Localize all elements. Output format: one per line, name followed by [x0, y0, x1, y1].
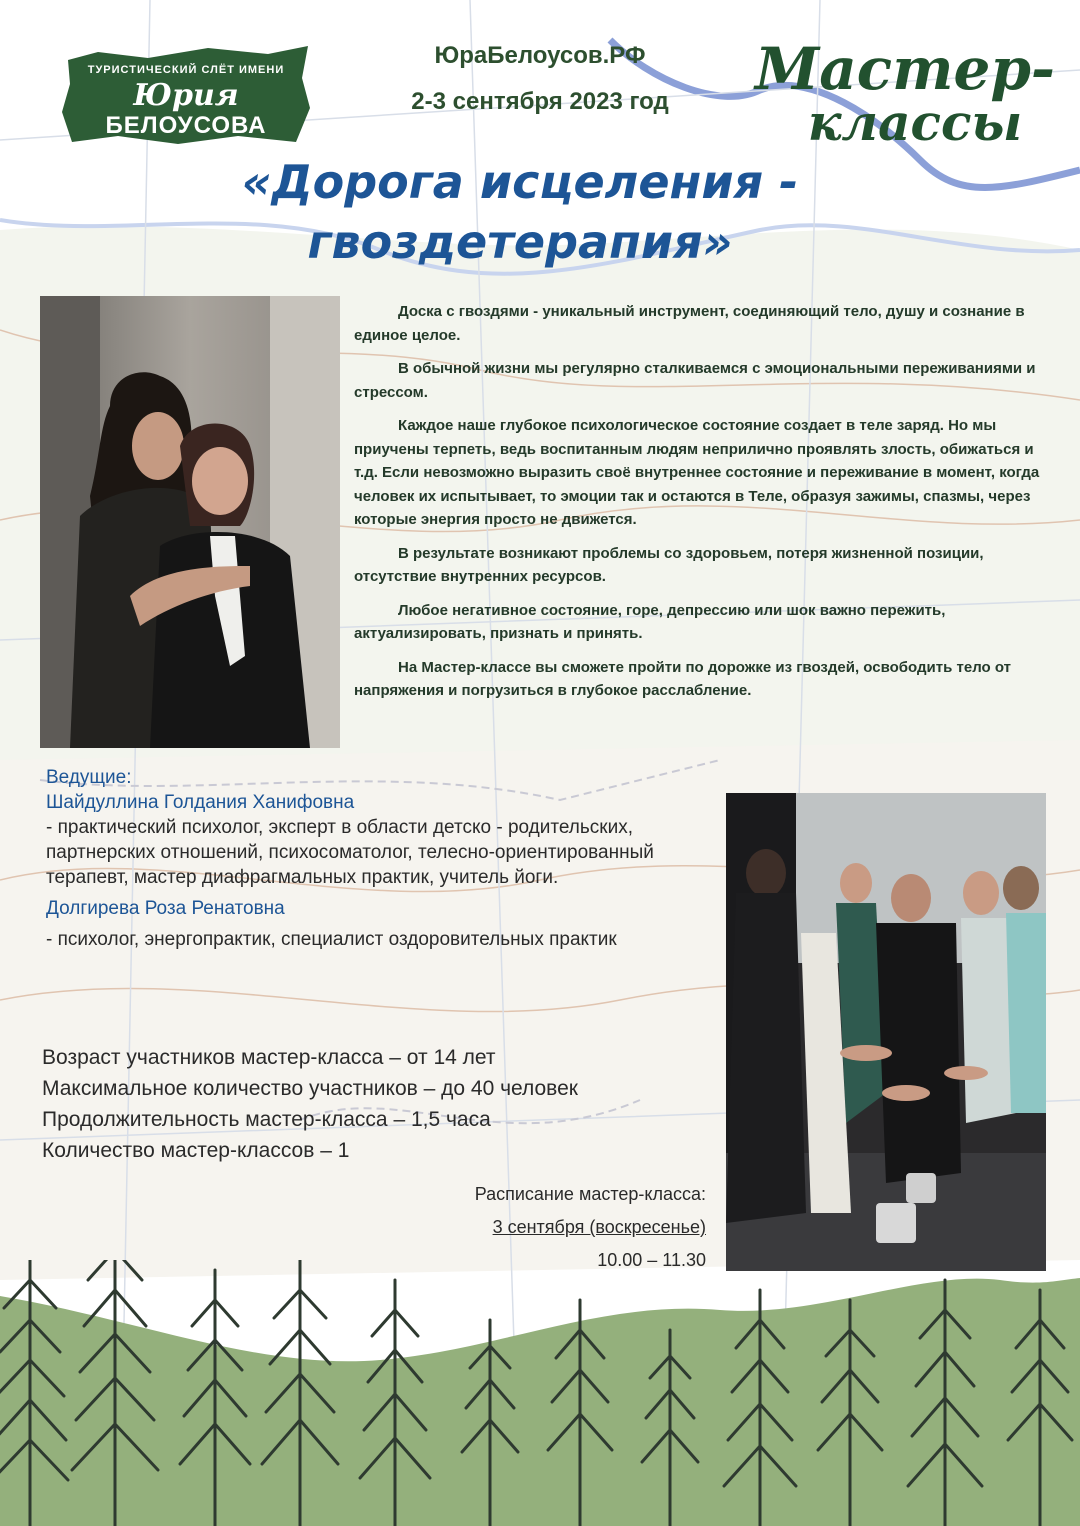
description-paragraph: В результате возникают проблемы со здоровьем, потеря жизненной позиции, отсутствие внутренних ресурсов. [354, 544, 984, 585]
description-paragraph: Каждое наше глубокое психологическое состояние создает в теле заряд. Но мы приучены терпеть, ведь воспитанным людям неприлично проявлять злость, обижаться и т.д. Если невозможно выразить своё внутреннее состояние и переживание в момент, когда человек их испытывает, то эмоции так и остаются в Теле, образуя зажимы, спазмы, через которые энергия просто не движется. [354, 417, 1040, 528]
schedule-label: Расписание мастер-класса: [474, 1184, 706, 1204]
photo-hosts [40, 296, 340, 748]
forest-illustration [0, 1260, 1080, 1526]
leader2-name: Долгирева Роза Ренатовна [46, 898, 285, 919]
description-paragraph: Доска с гвоздями - уникальный инструмент, соединяющий тело, душу и сознание в единое целое. [354, 303, 1025, 344]
photo-practice [726, 793, 1046, 1271]
facts-list [42, 1042, 722, 1166]
logo-line3: БЕЛОУСОВА [105, 112, 267, 139]
event-date: 2-3 сентября 2023 год [411, 88, 669, 115]
slet-logo [58, 38, 314, 150]
logo-line1: ТУРИСТИЧЕСКИЙ СЛЁТ ИМЕНИ [87, 64, 285, 76]
description-paragraph: Любое негативное состояние, горе, депрессию или шок важно пережить, актуализировать, признать и принять. [354, 601, 946, 642]
schedule-day: 3 сентября (воскресенье) [492, 1217, 706, 1237]
mk-logo-line2: классы [807, 93, 1023, 152]
mk-logo-line1: Мастер- [755, 35, 1055, 103]
fact-item: Продолжительность мастер-класса – 1,5 часа [42, 1108, 491, 1131]
leader2-description: - психолог, энергопрактик, специалист оздоровительных практик [46, 929, 617, 950]
title-line2: гвоздетерапия» [307, 215, 733, 269]
description-paragraph: На Мастер-классе вы сможете пройти по дорожке из гвоздей, освободить тело от напряжения и погрузиться в глубокое расслабление. [354, 658, 1011, 699]
schedule-time: 10.00 – 11.30 [597, 1250, 706, 1270]
leaders-section [46, 765, 706, 952]
title-line1: «Дорога исцеления - [241, 155, 799, 209]
page-title [140, 152, 900, 272]
fact-item: Максимальное количество участников – до 40 человек [42, 1077, 578, 1100]
logo-line2: Юрия [133, 78, 239, 113]
site-name: ЮраБелоусов.РФ [434, 42, 646, 69]
leader1-description: - практический психолог, эксперт в области детско - родительских, партнерских отношений, психосоматолог, телесно-ориентированный терапевт, мастер диафрагмальных практик, учитель йоги. [46, 817, 654, 888]
leaders-heading: Ведущие: [46, 767, 132, 788]
description-paragraph: В обычной жизни мы регулярно сталкиваемся с эмоциональными переживаниями и стрессом. [354, 360, 1036, 401]
leader1-name: Шайдуллина Голдания Ханифовна [46, 792, 355, 813]
fact-item: Количество мастер-классов – 1 [42, 1139, 350, 1162]
description [354, 300, 1046, 713]
fact-item: Возраст участников мастер-класса – от 14 лет [42, 1046, 496, 1069]
master-classes-logo [755, 35, 1055, 165]
